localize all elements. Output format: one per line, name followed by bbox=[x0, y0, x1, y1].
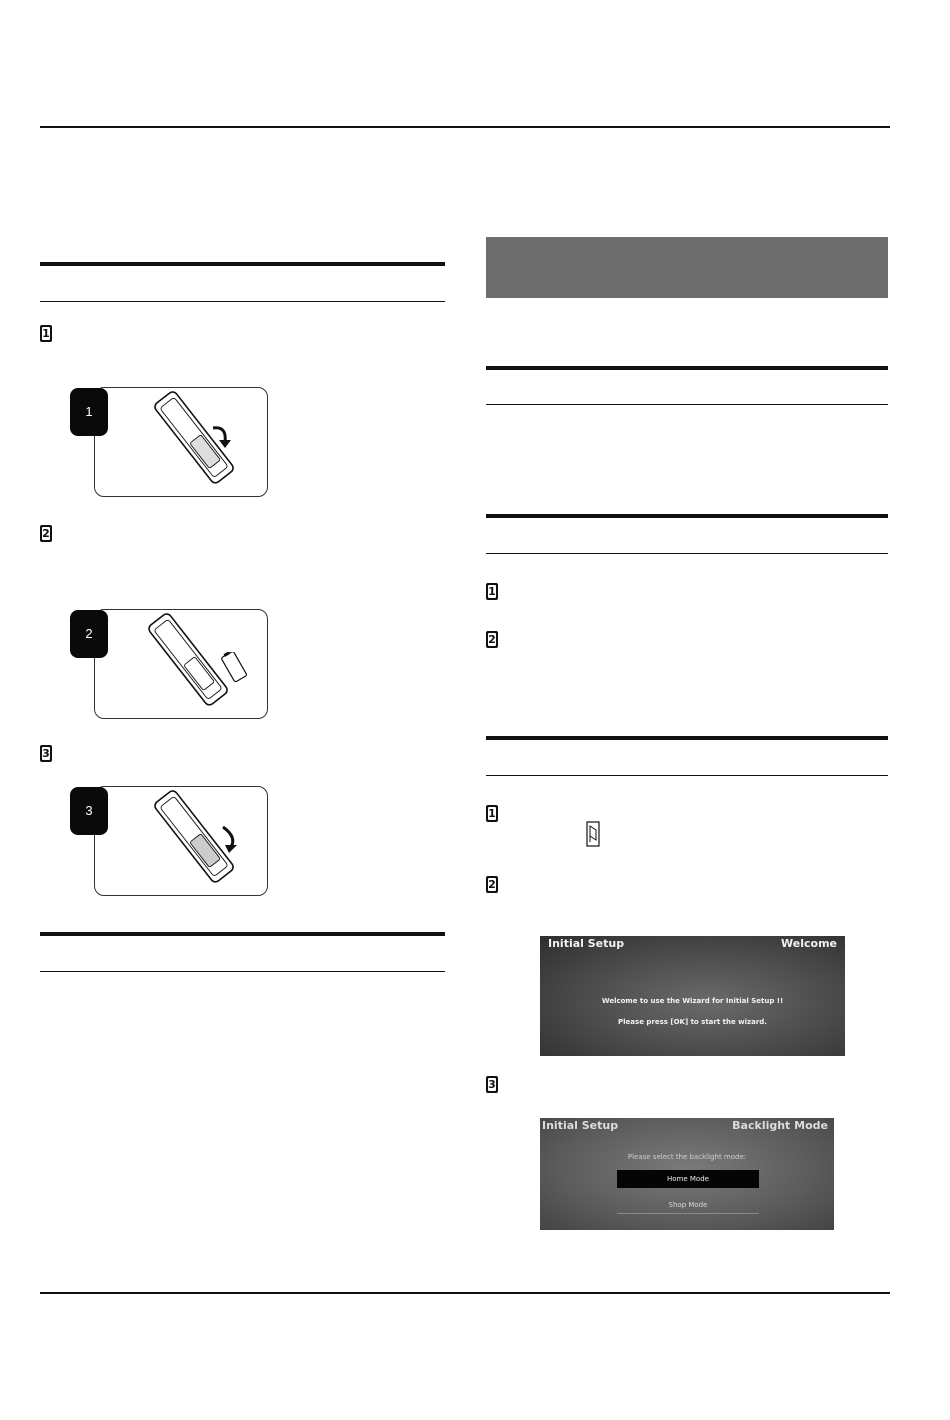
screen-message-line1: Welcome to use the Wizard for Initial Setup !! bbox=[601, 997, 784, 1005]
section-rule-top bbox=[486, 366, 888, 370]
screen-title-right: Backlight Mode bbox=[732, 1119, 828, 1132]
step-number-badge: 2 bbox=[486, 876, 498, 893]
panel-tag-3: 3 bbox=[70, 787, 108, 835]
step-number-badge: 2 bbox=[40, 525, 52, 542]
remote-control-icon bbox=[95, 388, 267, 496]
section-rule-bottom bbox=[486, 553, 888, 554]
screen-title-left: Initial Setup bbox=[548, 937, 625, 950]
tv-screen-backlight-mode bbox=[540, 1118, 834, 1230]
section-rule-top bbox=[40, 932, 445, 936]
option-home-mode[interactable]: Home Mode bbox=[617, 1170, 759, 1188]
screen-title-right: Welcome bbox=[781, 937, 837, 950]
step-number-badge: 1 bbox=[486, 805, 498, 822]
step-number-badge: 3 bbox=[40, 745, 52, 762]
screen-message-line2: Please press [OK] to start the wizard. bbox=[618, 1018, 767, 1026]
tv-screen-welcome bbox=[540, 936, 845, 1056]
section-rule-top bbox=[486, 736, 888, 740]
panel-tag-2: 2 bbox=[70, 610, 108, 658]
section-rule-top bbox=[486, 514, 888, 518]
section-rule-bottom bbox=[40, 301, 445, 302]
step-number-badge: 3 bbox=[486, 1076, 498, 1093]
section-rule-bottom bbox=[486, 775, 888, 776]
option-shop-mode[interactable]: Shop Mode bbox=[617, 1197, 759, 1214]
power-switch-icon bbox=[585, 820, 601, 848]
footer-rule bbox=[40, 1292, 890, 1294]
illustration-panel-3 bbox=[94, 786, 268, 896]
step-number-badge: 1 bbox=[486, 583, 498, 600]
illustration-panel-1 bbox=[94, 387, 268, 497]
section-rule-bottom bbox=[486, 404, 888, 405]
section-rule-top bbox=[40, 262, 445, 266]
step-number-badge: 1 bbox=[40, 325, 52, 342]
section-rule-bottom bbox=[40, 971, 445, 972]
screen-prompt: Please select the backlight mode: bbox=[627, 1153, 747, 1161]
panel-tag-1: 1 bbox=[70, 388, 108, 436]
battery-icon bbox=[213, 652, 253, 692]
step-number-badge: 2 bbox=[486, 631, 498, 648]
remote-control-icon bbox=[95, 787, 267, 895]
header-rule bbox=[40, 126, 890, 128]
section-banner bbox=[486, 237, 888, 298]
screen-title-left: Initial Setup bbox=[542, 1119, 619, 1132]
illustration-panel-2 bbox=[94, 609, 268, 719]
